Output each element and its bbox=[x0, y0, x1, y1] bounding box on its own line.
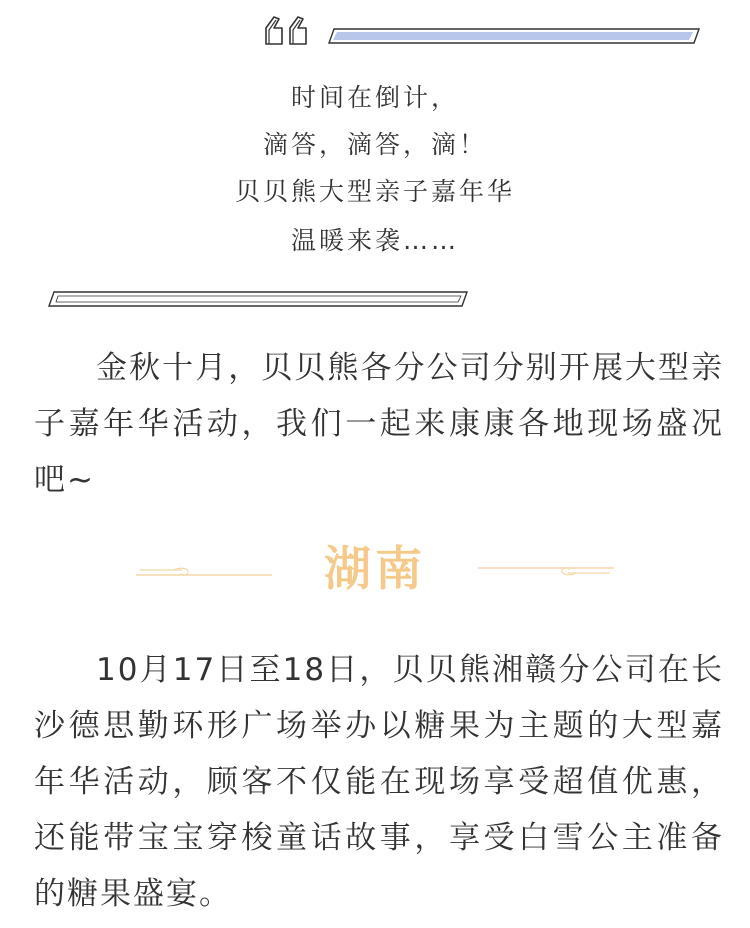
title-ornament-right bbox=[478, 563, 614, 577]
intro-line-2: 滴答，滴答，滴！ bbox=[262, 130, 487, 159]
intro-line-4: 温暖来袭…… bbox=[290, 226, 459, 255]
intro-line-1: 时间在倒计， bbox=[290, 83, 459, 112]
intro-paragraph bbox=[34, 340, 724, 508]
bottom-decorative-bar bbox=[48, 291, 468, 307]
intro-paragraph-text: 金秋十月，贝贝熊各分公司分别开展大型亲子嘉年华活动，我们一起来康康各地现场盛况吧~ bbox=[34, 350, 724, 498]
section-title-hunan: 湖南 bbox=[324, 542, 426, 597]
double-quote-icon bbox=[262, 14, 316, 46]
hunan-paragraph-text: 10月17日至18日，贝贝熊湘赣分公司在长沙德思勤环形广场举办以糖果为主题的大型嘉年华活动，顾客不仅能在现场享受超值优惠，还能带宝宝穿梭童话故事，享受白雪公主准备的糖果盛宴。 bbox=[34, 652, 724, 912]
top-decorative-bar bbox=[328, 28, 700, 44]
hunan-paragraph bbox=[34, 642, 724, 922]
intro-line-3: 贝贝熊大型亲子嘉年华 bbox=[234, 177, 515, 206]
